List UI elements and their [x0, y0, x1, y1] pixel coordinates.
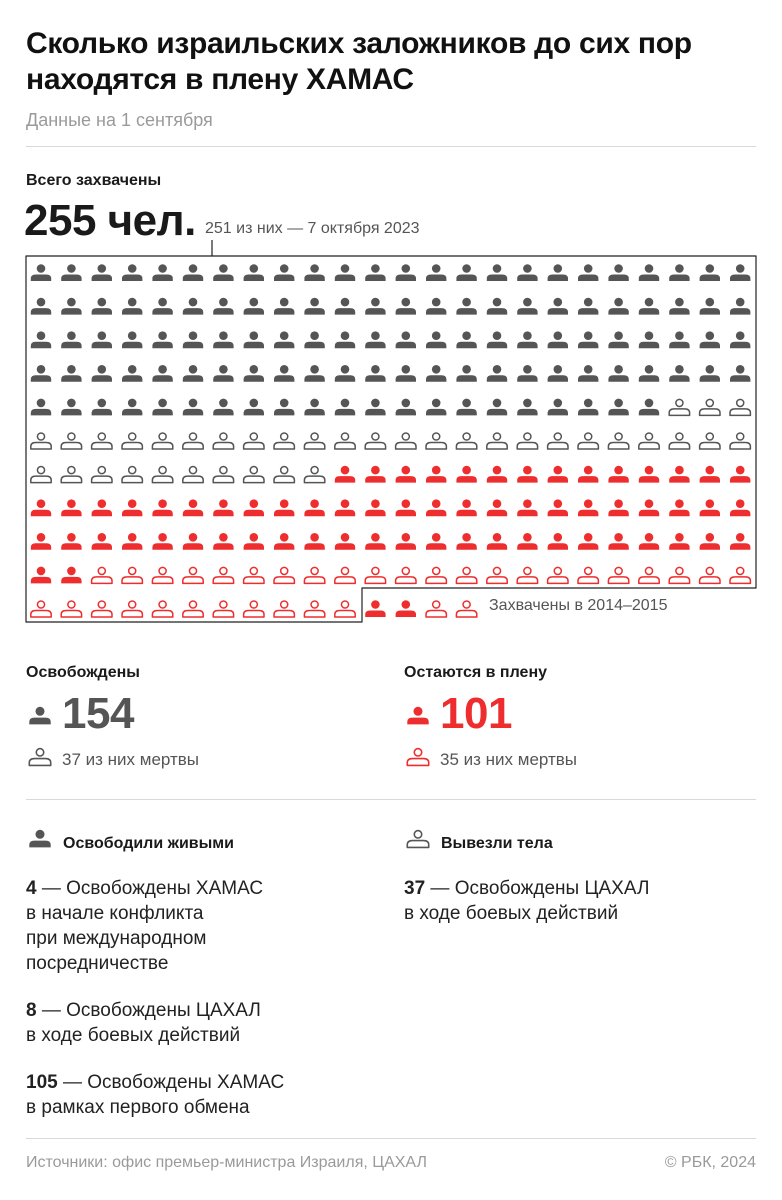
hostage-released-alive-icon: [152, 331, 172, 348]
hostage-captive-alive-icon: [396, 600, 416, 617]
hostage-captive-alive-icon: [365, 600, 385, 617]
hostage-released-alive-icon: [304, 365, 324, 382]
released-label: Освобождены: [26, 664, 140, 681]
hostage-captive-dead-icon: [122, 601, 142, 617]
hostage-captive-alive-icon: [335, 533, 355, 550]
released-person-icon: [26, 703, 54, 731]
hostage-released-alive-icon: [213, 331, 233, 348]
hostage-captive-dead-icon: [335, 601, 355, 617]
hostage-released-alive-icon: [152, 298, 172, 315]
hostage-captive-dead-icon: [183, 601, 203, 617]
hostage-released-alive-icon: [487, 298, 507, 315]
hostage-released-alive-icon: [213, 298, 233, 315]
total-label: Всего захвачены: [26, 172, 162, 189]
hostage-released-alive-icon: [244, 298, 264, 315]
hostage-released-alive-icon: [335, 365, 355, 382]
hostage-released-alive-icon: [639, 264, 659, 281]
hostage-captive-alive-icon: [548, 499, 568, 516]
hostage-released-alive-icon: [669, 298, 689, 315]
released-dead-note: 37 из них мертвы: [62, 750, 200, 769]
hostage-captive-alive-icon: [608, 533, 628, 550]
hostage-released-dead-icon: [244, 433, 264, 449]
hostage-released-alive-icon: [517, 365, 537, 382]
hostage-released-alive-icon: [61, 298, 81, 315]
hostage-released-alive-icon: [426, 365, 446, 382]
hostage-released-alive-icon: [183, 399, 203, 416]
hostage-released-alive-icon: [700, 264, 720, 281]
hostage-captive-dead-icon: [274, 601, 294, 617]
hostage-captive-alive-icon: [730, 533, 750, 550]
hostage-released-dead-icon: [244, 467, 264, 483]
hostage-captive-alive-icon: [244, 533, 264, 550]
hostage-captive-alive-icon: [152, 499, 172, 516]
hostage-captive-dead-icon: [274, 567, 294, 583]
hostage-captive-alive-icon: [92, 533, 112, 550]
hostage-captive-alive-icon: [700, 533, 720, 550]
hostage-released-alive-icon: [487, 264, 507, 281]
hostage-captive-alive-icon: [335, 499, 355, 516]
hostage-released-dead-icon: [183, 467, 203, 483]
hostage-released-alive-icon: [213, 264, 233, 281]
hostage-captive-dead-icon: [183, 567, 203, 583]
hostage-released-dead-icon: [183, 433, 203, 449]
hostage-released-alive-icon: [517, 298, 537, 315]
hostage-released-alive-icon: [365, 331, 385, 348]
hostage-released-alive-icon: [426, 399, 446, 416]
hostage-captive-alive-icon: [548, 466, 568, 483]
hostage-captive-alive-icon: [456, 499, 476, 516]
hostage-captive-alive-icon: [456, 466, 476, 483]
hostage-captive-dead-icon: [639, 567, 659, 583]
hostage-released-alive-icon: [61, 399, 81, 416]
hostage-released-dead-icon: [639, 433, 659, 449]
hostage-released-alive-icon: [183, 264, 203, 281]
hostage-released-alive-icon: [183, 298, 203, 315]
alive-entry: [26, 998, 366, 1048]
hostage-released-alive-icon: [578, 298, 598, 315]
entry-number: 37: [404, 878, 426, 899]
hostage-released-alive-icon: [335, 264, 355, 281]
hostage-released-alive-icon: [122, 264, 142, 281]
hostage-released-alive-icon: [304, 399, 324, 416]
hostage-released-alive-icon: [244, 399, 264, 416]
hostage-released-alive-icon: [396, 365, 416, 382]
hostage-released-alive-icon: [396, 298, 416, 315]
hostage-released-alive-icon: [639, 298, 659, 315]
hostage-released-dead-icon: [274, 433, 294, 449]
hostage-captive-dead-icon: [578, 567, 598, 583]
hostage-released-dead-icon: [152, 433, 172, 449]
hostage-released-alive-icon: [608, 298, 628, 315]
hostage-released-dead-icon: [396, 433, 416, 449]
hostage-released-dead-icon: [213, 467, 233, 483]
captive-dead-note: 35 из них мертвы: [440, 750, 578, 769]
released-value: 154: [62, 689, 134, 738]
hostage-released-dead-icon: [92, 433, 112, 449]
hostage-released-dead-icon: [669, 399, 689, 415]
hostage-released-dead-icon: [517, 433, 537, 449]
hostage-captive-alive-icon: [456, 533, 476, 550]
hostage-released-alive-icon: [92, 399, 112, 416]
hostage-released-alive-icon: [487, 331, 507, 348]
hostage-released-alive-icon: [152, 365, 172, 382]
oct-7-note: 251 из них — 7 октября 2023: [205, 220, 420, 237]
hostage-captive-dead-icon: [213, 567, 233, 583]
total-value: 255 чел.: [24, 196, 196, 245]
alive-entry: [26, 876, 366, 976]
hostage-captive-dead-icon: [244, 601, 264, 617]
hostage-released-alive-icon: [335, 298, 355, 315]
hostage-released-alive-icon: [548, 331, 568, 348]
captive-dead-icon: [404, 744, 432, 772]
hostage-captive-alive-icon: [669, 466, 689, 483]
hostage-captive-dead-icon: [152, 601, 172, 617]
hostage-captive-alive-icon: [639, 533, 659, 550]
hostage-released-alive-icon: [578, 264, 598, 281]
hostage-captive-alive-icon: [700, 466, 720, 483]
hostage-released-alive-icon: [92, 264, 112, 281]
hostage-captive-alive-icon: [183, 499, 203, 516]
alive-legend-icon: [26, 826, 54, 854]
hostage-released-dead-icon: [730, 399, 750, 415]
hostage-released-alive-icon: [122, 331, 142, 348]
hostage-captive-alive-icon: [274, 533, 294, 550]
hostage-captive-alive-icon: [608, 499, 628, 516]
hostage-captive-dead-icon: [213, 601, 233, 617]
hostage-captive-alive-icon: [122, 533, 142, 550]
hostage-released-dead-icon: [274, 467, 294, 483]
entry-line: в рамках первого обмена: [26, 1097, 250, 1118]
hostage-released-dead-icon: [304, 467, 324, 483]
hostage-released-alive-icon: [426, 331, 446, 348]
hostage-released-dead-icon: [669, 433, 689, 449]
entry-number: 4: [26, 878, 37, 899]
hostage-captive-alive-icon: [365, 533, 385, 550]
hostage-released-alive-icon: [31, 365, 51, 382]
hostage-captive-dead-icon: [92, 567, 112, 583]
hostage-captive-alive-icon: [396, 533, 416, 550]
hostage-released-alive-icon: [548, 298, 568, 315]
hostage-released-alive-icon: [122, 399, 142, 416]
hostage-released-alive-icon: [730, 264, 750, 281]
hostage-captive-alive-icon: [61, 499, 81, 516]
hostage-released-alive-icon: [92, 298, 112, 315]
hostage-released-dead-icon: [578, 433, 598, 449]
hostage-captive-alive-icon: [639, 499, 659, 516]
hostage-released-alive-icon: [183, 331, 203, 348]
hostage-captive-dead-icon: [365, 567, 385, 583]
hostage-released-alive-icon: [700, 331, 720, 348]
hostage-captive-alive-icon: [183, 533, 203, 550]
entry-line: в ходе боевых действий: [26, 1025, 241, 1046]
entry-line: в ходе боевых действий: [404, 903, 619, 924]
hostage-captive-alive-icon: [61, 567, 81, 584]
hostage-released-dead-icon: [730, 433, 750, 449]
hostage-released-alive-icon: [608, 331, 628, 348]
entry-text: — Освобождены ХАМАС: [41, 878, 264, 899]
hostage-captive-alive-icon: [304, 533, 324, 550]
hostage-released-alive-icon: [61, 264, 81, 281]
hostage-released-alive-icon: [274, 298, 294, 315]
hostage-captive-alive-icon: [152, 533, 172, 550]
hostage-captive-alive-icon: [61, 533, 81, 550]
hostage-captive-dead-icon: [396, 567, 416, 583]
hostage-captive-alive-icon: [31, 499, 51, 516]
hostage-released-alive-icon: [274, 365, 294, 382]
hostage-released-alive-icon: [396, 264, 416, 281]
hostage-released-dead-icon: [335, 433, 355, 449]
hostage-released-alive-icon: [517, 331, 537, 348]
entry-number: 105: [26, 1072, 58, 1093]
hostage-captive-alive-icon: [396, 466, 416, 483]
hostage-released-alive-icon: [244, 264, 264, 281]
hostage-released-alive-icon: [487, 399, 507, 416]
hostage-captive-dead-icon: [304, 601, 324, 617]
hostage-released-alive-icon: [669, 264, 689, 281]
hostage-released-alive-icon: [365, 264, 385, 281]
hostage-released-alive-icon: [426, 264, 446, 281]
hostage-released-alive-icon: [456, 365, 476, 382]
hostage-released-dead-icon: [152, 467, 172, 483]
hostage-released-alive-icon: [548, 264, 568, 281]
hostage-released-alive-icon: [456, 298, 476, 315]
hostage-released-alive-icon: [487, 365, 507, 382]
hostage-released-dead-icon: [608, 433, 628, 449]
hostage-released-alive-icon: [608, 264, 628, 281]
hostage-captive-alive-icon: [426, 533, 446, 550]
hostage-released-alive-icon: [304, 264, 324, 281]
captive-label: Остаются в плену: [404, 664, 548, 681]
hostage-released-alive-icon: [426, 298, 446, 315]
hostage-captive-dead-icon: [244, 567, 264, 583]
hostage-released-alive-icon: [578, 399, 598, 416]
hostage-captive-alive-icon: [669, 533, 689, 550]
hostage-captive-alive-icon: [274, 499, 294, 516]
hostage-released-alive-icon: [274, 331, 294, 348]
hostage-captive-dead-icon: [608, 567, 628, 583]
hostage-captive-alive-icon: [365, 499, 385, 516]
hostage-released-alive-icon: [365, 365, 385, 382]
entry-text: — Освобождены ЦАХАЛ: [41, 1000, 261, 1021]
hostage-released-alive-icon: [608, 365, 628, 382]
hostage-captive-dead-icon: [92, 601, 112, 617]
chart-title: Сколько израильских заложников до сих пор находятся в плену ХАМАС: [26, 27, 692, 96]
hostage-captive-alive-icon: [578, 466, 598, 483]
hostage-released-alive-icon: [31, 399, 51, 416]
hostage-captive-dead-icon: [335, 567, 355, 583]
hostage-captive-alive-icon: [31, 567, 51, 584]
hostage-captive-alive-icon: [700, 499, 720, 516]
hostage-released-alive-icon: [365, 399, 385, 416]
hostage-captive-alive-icon: [365, 466, 385, 483]
hostage-released-alive-icon: [517, 264, 537, 281]
side-note-2014: Захвачены в 2014–2015: [489, 597, 668, 614]
hostage-released-alive-icon: [304, 298, 324, 315]
hostage-captive-alive-icon: [730, 499, 750, 516]
released-dead-icon: [26, 744, 54, 772]
captive-person-icon: [404, 703, 432, 731]
entry-text: — Освобождены ХАМАС: [62, 1072, 285, 1093]
hostage-captive-alive-icon: [669, 499, 689, 516]
hostage-captive-dead-icon: [304, 567, 324, 583]
bodies-entry: [404, 876, 756, 926]
hostage-released-alive-icon: [456, 399, 476, 416]
divider: [26, 1138, 756, 1139]
hostage-released-alive-icon: [396, 331, 416, 348]
bodies-legend-label: Вывезли тела: [441, 835, 553, 852]
hostage-captive-alive-icon: [335, 466, 355, 483]
hostage-captive-dead-icon: [548, 567, 568, 583]
hostage-released-alive-icon: [335, 399, 355, 416]
hostage-released-dead-icon: [92, 467, 112, 483]
hostage-released-alive-icon: [700, 298, 720, 315]
hostage-captive-alive-icon: [487, 533, 507, 550]
hostage-released-alive-icon: [335, 331, 355, 348]
hostage-captive-dead-icon: [456, 567, 476, 583]
hostage-captive-alive-icon: [304, 499, 324, 516]
hostage-released-alive-icon: [730, 298, 750, 315]
alive-entry: [26, 1070, 366, 1120]
entry-line: посредничестве: [26, 953, 169, 974]
divider: [26, 799, 756, 800]
hostage-captive-dead-icon: [426, 567, 446, 583]
hostage-captive-dead-icon: [426, 601, 446, 617]
hostage-captive-alive-icon: [608, 466, 628, 483]
hostage-released-alive-icon: [578, 331, 598, 348]
hostage-captive-alive-icon: [426, 499, 446, 516]
hostage-released-dead-icon: [61, 467, 81, 483]
hostage-released-dead-icon: [31, 433, 51, 449]
hostage-released-alive-icon: [669, 365, 689, 382]
hostage-released-alive-icon: [639, 331, 659, 348]
hostage-captive-alive-icon: [487, 499, 507, 516]
hostage-released-alive-icon: [152, 264, 172, 281]
hostage-released-alive-icon: [183, 365, 203, 382]
hostage-released-dead-icon: [456, 433, 476, 449]
hostage-released-dead-icon: [548, 433, 568, 449]
hostage-released-alive-icon: [365, 298, 385, 315]
hostage-released-alive-icon: [548, 399, 568, 416]
hostage-captive-alive-icon: [396, 499, 416, 516]
hostage-captive-dead-icon: [487, 567, 507, 583]
hostage-released-alive-icon: [31, 331, 51, 348]
hostage-captive-alive-icon: [730, 466, 750, 483]
hostage-released-alive-icon: [61, 365, 81, 382]
hostage-released-alive-icon: [456, 331, 476, 348]
hostage-captive-alive-icon: [548, 533, 568, 550]
hostage-captive-alive-icon: [487, 466, 507, 483]
hostage-captive-alive-icon: [92, 499, 112, 516]
chart-subtitle: Данные на 1 сентября: [26, 110, 213, 130]
hostage-released-alive-icon: [700, 365, 720, 382]
hostage-released-alive-icon: [639, 399, 659, 416]
hostage-captive-alive-icon: [244, 499, 264, 516]
hostage-released-alive-icon: [456, 264, 476, 281]
hostage-released-alive-icon: [608, 399, 628, 416]
hostage-released-alive-icon: [639, 365, 659, 382]
hostage-released-alive-icon: [61, 331, 81, 348]
sources: Источники: офис премьер-министра Израиля, ЦАХАЛ: [26, 1154, 427, 1171]
hostage-captive-dead-icon: [31, 601, 51, 617]
copyright: © РБК, 2024: [664, 1154, 756, 1171]
hostage-released-alive-icon: [213, 365, 233, 382]
hostage-captive-dead-icon: [122, 567, 142, 583]
hostage-captive-alive-icon: [213, 533, 233, 550]
alive-legend-label: Освободили живыми: [63, 835, 234, 852]
hostage-released-alive-icon: [92, 365, 112, 382]
hostage-released-alive-icon: [92, 331, 112, 348]
hostage-captive-dead-icon: [517, 567, 537, 583]
hostage-released-dead-icon: [61, 433, 81, 449]
hostage-released-dead-icon: [365, 433, 385, 449]
entry-number: 8: [26, 1000, 37, 1021]
hostage-released-alive-icon: [31, 298, 51, 315]
hostage-captive-alive-icon: [426, 466, 446, 483]
hostage-released-dead-icon: [700, 399, 720, 415]
captive-value: 101: [440, 689, 512, 738]
hostage-released-alive-icon: [274, 399, 294, 416]
hostage-captive-alive-icon: [122, 499, 142, 516]
hostage-released-alive-icon: [31, 264, 51, 281]
hostage-released-alive-icon: [152, 399, 172, 416]
hostage-released-dead-icon: [31, 467, 51, 483]
hostage-released-alive-icon: [396, 399, 416, 416]
hostage-released-alive-icon: [669, 331, 689, 348]
hostage-released-alive-icon: [730, 331, 750, 348]
hostage-captive-alive-icon: [517, 466, 537, 483]
hostage-released-dead-icon: [122, 433, 142, 449]
hostage-released-alive-icon: [122, 365, 142, 382]
hostage-released-dead-icon: [304, 433, 324, 449]
hostage-released-alive-icon: [213, 399, 233, 416]
hostage-captive-dead-icon: [152, 567, 172, 583]
hostage-captive-alive-icon: [578, 533, 598, 550]
hostage-released-alive-icon: [274, 264, 294, 281]
hostage-released-alive-icon: [244, 365, 264, 382]
hostage-released-dead-icon: [122, 467, 142, 483]
hostage-released-alive-icon: [548, 365, 568, 382]
entry-text: — Освобождены ЦАХАЛ: [430, 878, 650, 899]
hostage-released-alive-icon: [122, 298, 142, 315]
hostage-captive-alive-icon: [31, 533, 51, 550]
hostage-captive-alive-icon: [578, 499, 598, 516]
entry-line: при международном: [26, 928, 207, 949]
hostage-released-dead-icon: [487, 433, 507, 449]
hostage-released-dead-icon: [700, 433, 720, 449]
hostage-released-alive-icon: [517, 399, 537, 416]
hostage-released-alive-icon: [730, 365, 750, 382]
hostage-captive-dead-icon: [700, 567, 720, 583]
hostage-released-dead-icon: [213, 433, 233, 449]
bodies-legend-icon: [404, 826, 432, 854]
hostage-captive-dead-icon: [730, 567, 750, 583]
hostage-captive-alive-icon: [517, 533, 537, 550]
hostage-captive-alive-icon: [517, 499, 537, 516]
hostage-captive-dead-icon: [61, 601, 81, 617]
hostage-captive-alive-icon: [213, 499, 233, 516]
hostage-released-alive-icon: [244, 331, 264, 348]
hostage-released-dead-icon: [426, 433, 446, 449]
hostage-captive-alive-icon: [639, 466, 659, 483]
hostage-released-alive-icon: [304, 331, 324, 348]
hostage-captive-dead-icon: [669, 567, 689, 583]
entry-line: в начале конфликта: [26, 903, 204, 924]
hostage-captive-dead-icon: [456, 601, 476, 617]
hostage-released-alive-icon: [578, 365, 598, 382]
